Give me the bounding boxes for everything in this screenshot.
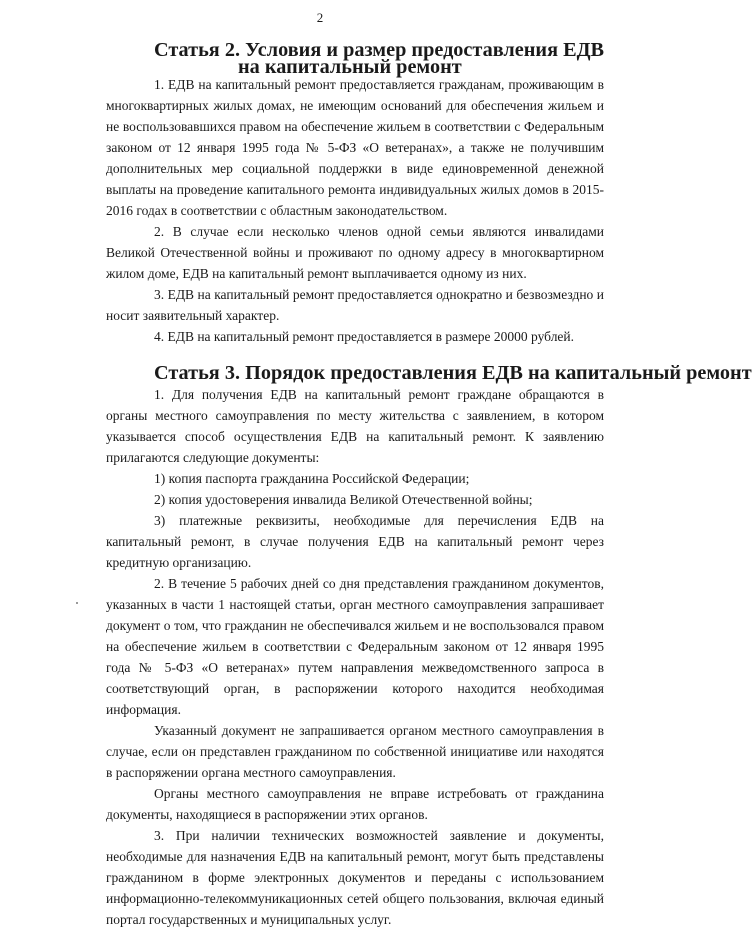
article-3-title-line1: Статья 3. Порядок предоставления ЕДВ на капитальный ремонт <box>154 362 752 384</box>
article-3-paragraph-5: 3. При наличии технических возможностей заявление и документы, необходимые для назначения ЕДВ на капитальный ремонт, могут быть представлены гражданином в форме электронных документов и переданы с использованием информационно-телекоммуникационных сетей общего пользования, включая единый портал государственных и муниципальных услуг. <box>106 828 604 927</box>
article-3-list-item-3: 3) платежные реквизиты, необходимые для перечисления ЕДВ на капитальный ремонт, в случае получения ЕДВ на капитальный ремонт через кредитную организацию. <box>106 513 604 570</box>
article-2-paragraph-3: 3. ЕДВ на капитальный ремонт предоставляется однократно и безвозмездно и носит заявительный характер. <box>106 287 604 323</box>
article-2-title-line1: Статья 2. Условия и размер предоставления ЕДВ <box>154 39 605 61</box>
article-3-heading <box>106 362 752 384</box>
margin-mark <box>76 602 78 604</box>
article-3-list-item-1: 1) копия паспорта гражданина Российской Федерации; <box>154 471 470 486</box>
article-2-paragraph-2: 2. В случае если несколько членов одной семьи являются инвалидами Великой Отечественной войны и проживают по одному адресу в многоквартирном жилом доме, ЕДВ на капитальный ремонт выплачивается одному из них. <box>106 224 604 281</box>
document-body <box>106 39 752 930</box>
article-3-paragraph-3: Указанный документ не запрашивается органом местного самоуправления в случае, если он представлен гражданином по собственной инициативе или находятся в распоряжении органа местного самоуправления. <box>106 723 604 780</box>
article-3-list-item-2: 2) копия удостоверения инвалида Великой Отечественной войны; <box>154 492 533 507</box>
article-2-section <box>106 40 604 347</box>
article-2-heading <box>106 39 605 78</box>
article-3-section <box>106 362 752 930</box>
article-3-paragraph-1: 1. Для получения ЕДВ на капитальный ремонт граждане обращаются в органы местного самоуправления по месту жительства с заявлением, в котором указывается способ осуществления ЕДВ на капитальный ремонт. К заявлению прилагаются следующие документы: <box>106 387 604 465</box>
article-2-paragraph-4: 4. ЕДВ на капитальный ремонт предоставляется в размере 20000 рублей. <box>154 329 575 344</box>
article-3-paragraph-2: 2. В течение 5 рабочих дней со дня представления гражданином документов, указанных в части 1 настоящей статьи, орган местного самоуправления запрашивает документ о том, что гражданин не обеспечивался жильем и не воспользовался правом на обеспечение жильем в соответствии с Федеральным законом от 12 января 1995 года № 5-ФЗ «О ветеранах» путем направления межведомственного запроса в соответствующий орган, в распоряжении которого находится необходимая информация. <box>106 576 604 717</box>
article-2-paragraph-1: 1. ЕДВ на капитальный ремонт предоставляется гражданам, проживающим в многоквартирных жилых домах, не имеющим оснований для обеспечения жильем и не воспользовавшихся правом на обеспечение жильем в соответствии с Федеральным законом от 12 января 1995 года № 5-ФЗ «О ветеранах», а также не получившим дополнительных мер социальной поддержки в виде единовременной денежной выплаты на проведение капитального ремонта индивидуальных жилых домов в 2015-2016 годах в соответствии с областным законодательством. <box>106 77 604 218</box>
article-3-paragraph-4: Органы местного самоуправления не вправе истребовать от гражданина документы, находящиеся в распоряжении этих органов. <box>106 786 604 822</box>
page-number: 2 <box>316 10 324 25</box>
section-spacer <box>106 347 604 355</box>
article-2-title-line2: на капитальный ремонт <box>238 56 462 78</box>
